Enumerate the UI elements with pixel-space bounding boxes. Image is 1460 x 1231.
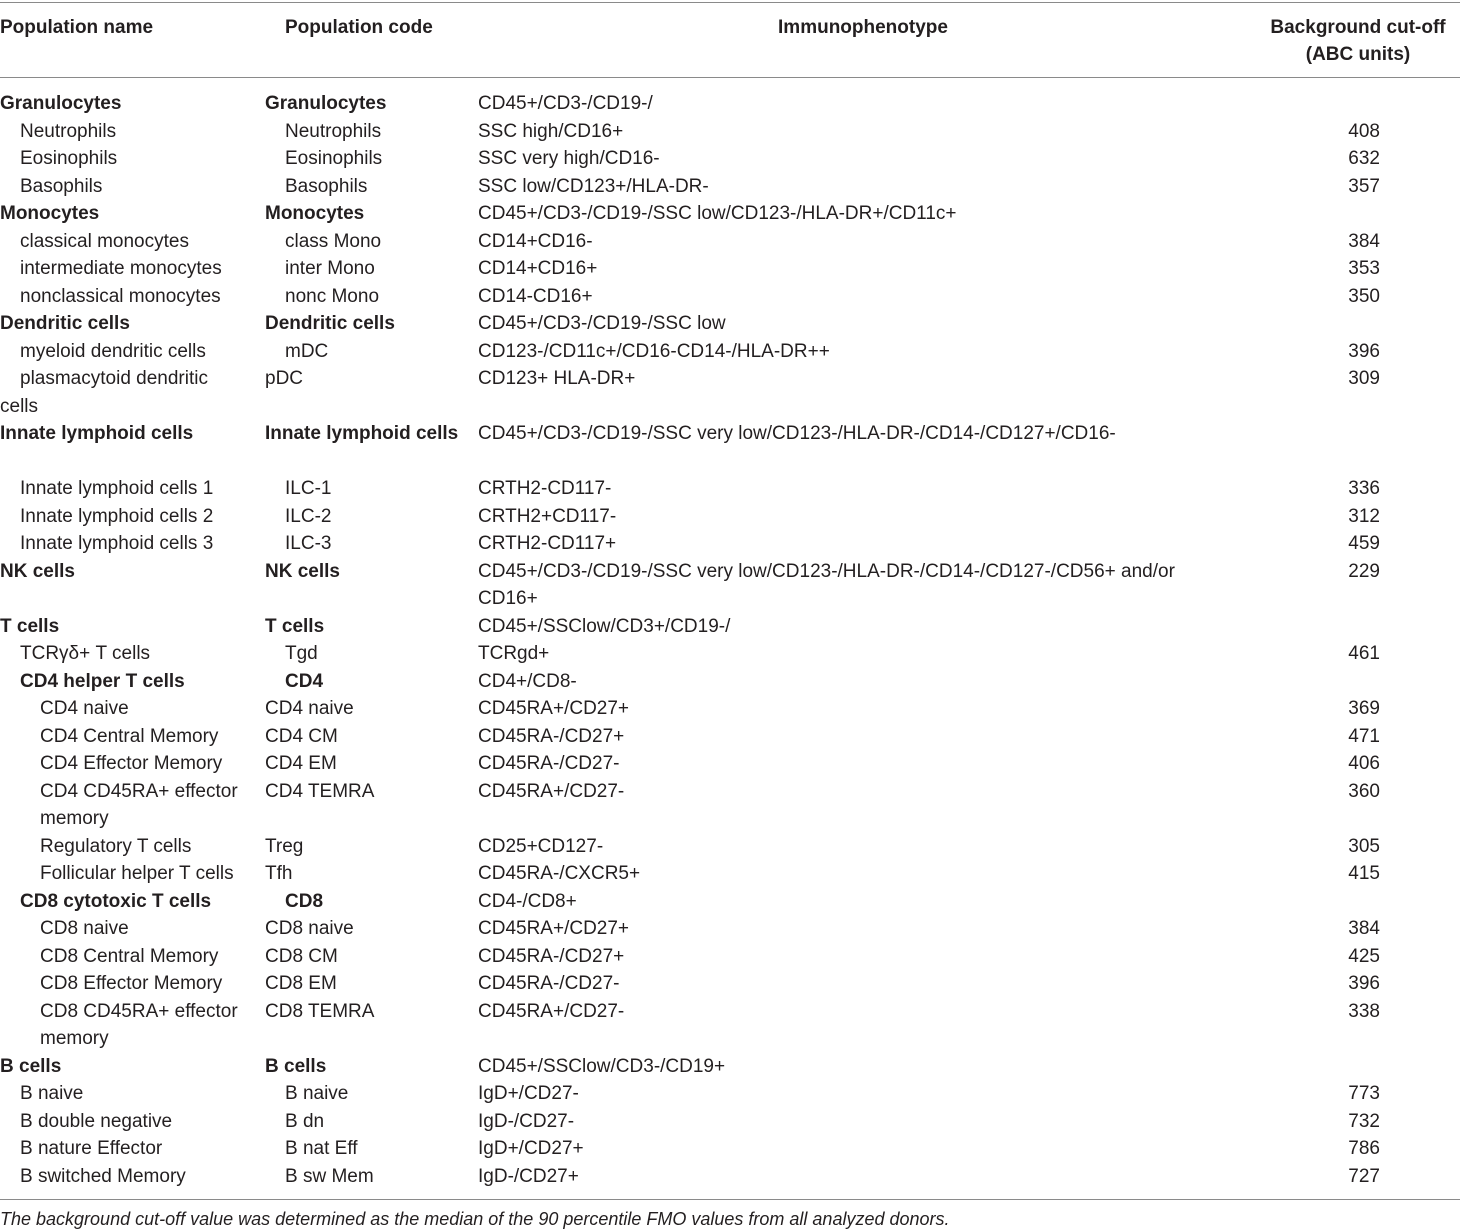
table-row [0, 255, 1460, 283]
cell-background-cutoff: 773 [1348, 1083, 1380, 1104]
cell-population-name: CD8 Central Memory [40, 945, 219, 967]
cell-population-name: CD4 naive [40, 698, 129, 719]
cell-population-code: Tfh [265, 863, 293, 884]
cell-population-code: Basophils [285, 175, 368, 197]
cell-immunophenotype: CD4-/CD8+ [478, 890, 577, 912]
table-row [0, 1080, 1460, 1108]
cell-population-name: CD8 cytotoxic T cells [20, 890, 212, 912]
cell-population-name: B switched Memory [20, 1165, 186, 1187]
header-population-code: Population code [285, 17, 433, 38]
cell-population-name: Regulatory T cells [40, 835, 192, 857]
cell-immunophenotype: CD45RA-/CD27+ [478, 945, 625, 967]
cell-immunophenotype: CD45RA+/CD27- [478, 1000, 625, 1022]
table-row [0, 723, 1460, 751]
cell-immunophenotype: CD45RA-/CD27+ [478, 725, 625, 747]
cell-immunophenotype: TCRgd+ [478, 643, 550, 664]
cell-population-name: B cells [0, 1055, 62, 1077]
cell-population-name: intermediate monocytes [20, 258, 222, 279]
cell-population-name: nonclassical monocytes [20, 285, 221, 307]
cell-population-code: NK cells [265, 560, 340, 582]
cell-population-name: CD4 Effector Memory [40, 753, 223, 774]
table-row [0, 365, 1460, 420]
cell-background-cutoff: 461 [1348, 643, 1380, 664]
cell-population-name: plasmacytoid dendritic cells [0, 368, 208, 417]
cell-population-code: CD4 naive [265, 698, 354, 719]
table-body [0, 90, 1460, 1190]
cell-background-cutoff: 229 [1348, 560, 1380, 582]
cell-population-name: classical monocytes [20, 230, 189, 252]
cell-background-cutoff: 384 [1348, 918, 1380, 939]
cell-population-name: B double negative [20, 1110, 173, 1132]
cell-immunophenotype: CD45RA+/CD27+ [478, 698, 630, 719]
cell-population-name: Neutrophils [20, 120, 117, 142]
cell-population-code: CD8 CM [265, 945, 338, 967]
table-bottom-rule [0, 1199, 1460, 1200]
cell-background-cutoff: 406 [1348, 753, 1380, 774]
cell-immunophenotype: SSC very high/CD16- [478, 148, 660, 169]
table-row [0, 888, 1460, 916]
table-row [0, 613, 1460, 641]
cell-population-code: B naive [285, 1083, 349, 1104]
cell-population-name: Innate lymphoid cells 1 [20, 478, 214, 499]
cell-population-name: Basophils [20, 175, 103, 197]
cell-population-code: CD4 CM [265, 725, 338, 747]
table-row [0, 943, 1460, 971]
header-background-cutoff [1258, 14, 1458, 68]
table-row [0, 833, 1460, 861]
cell-immunophenotype: CD45RA-/CXCR5+ [478, 863, 641, 884]
table-row [0, 915, 1460, 943]
cell-population-code: B nat Eff [285, 1138, 358, 1159]
cell-population-name: CD4 CD45RA+ effector memory [40, 780, 238, 829]
cell-immunophenotype: SSC high/CD16+ [478, 120, 624, 142]
cell-immunophenotype: SSC low/CD123+/HLA-DR- [478, 175, 709, 197]
cell-immunophenotype: IgD-/CD27+ [478, 1165, 579, 1187]
table-header [0, 14, 1460, 74]
table-row [0, 475, 1460, 503]
cell-background-cutoff: 353 [1348, 258, 1380, 279]
cell-background-cutoff: 305 [1348, 835, 1380, 857]
cell-immunophenotype: CRTH2-CD117+ [478, 533, 617, 554]
table-row [0, 860, 1460, 888]
table-row [0, 200, 1460, 228]
cell-population-code: T cells [265, 615, 325, 637]
cell-background-cutoff: 338 [1348, 1000, 1380, 1022]
cell-immunophenotype: CD25+CD127- [478, 835, 604, 857]
cell-immunophenotype: CD45+/SSClow/CD3+/CD19-/ [478, 615, 731, 637]
cell-population-code: nonc Mono [285, 285, 380, 307]
cell-background-cutoff: 336 [1348, 478, 1380, 499]
cell-population-code: ILC-1 [285, 478, 332, 499]
cell-background-cutoff: 727 [1348, 1165, 1380, 1187]
cell-immunophenotype: CD45RA-/CD27- [478, 973, 620, 994]
table-row [0, 90, 1460, 118]
cell-population-code: ILC-3 [285, 533, 332, 554]
cell-immunophenotype: IgD+/CD27+ [478, 1138, 584, 1159]
cell-population-code: Monocytes [265, 203, 365, 224]
cell-population-name: CD4 Central Memory [40, 725, 219, 747]
cell-population-name: Dendritic cells [0, 313, 130, 334]
cell-immunophenotype: CD4+/CD8- [478, 670, 577, 692]
cell-immunophenotype: CD14+CD16+ [478, 258, 598, 279]
cell-background-cutoff: 350 [1348, 285, 1380, 307]
cell-background-cutoff: 425 [1348, 945, 1380, 967]
cell-population-code: class Mono [285, 230, 382, 252]
table-row [0, 970, 1460, 998]
cell-background-cutoff: 415 [1348, 863, 1380, 884]
cell-population-name: Monocytes [0, 203, 100, 224]
table-row [0, 1108, 1460, 1136]
table-top-rule [0, 2, 1460, 3]
table-row [0, 228, 1460, 256]
cell-population-code: Eosinophils [285, 148, 383, 169]
table-row [0, 778, 1460, 833]
table-row [0, 118, 1460, 146]
cell-population-code: CD8 TEMRA [265, 1000, 375, 1022]
cell-population-name: Innate lymphoid cells [0, 423, 194, 444]
table-row [0, 503, 1460, 531]
cell-population-code: Tgd [285, 643, 318, 664]
cell-immunophenotype: CD45RA+/CD27+ [478, 918, 630, 939]
cell-immunophenotype: CD45RA-/CD27- [478, 753, 620, 774]
cell-population-name: Granulocytes [0, 93, 122, 114]
cell-population-name: B nature Effector [20, 1138, 163, 1159]
cell-population-code: CD4 TEMRA [265, 780, 375, 802]
cell-population-name: NK cells [0, 560, 75, 582]
cell-population-code: Innate lymphoid cells [265, 423, 459, 444]
cell-population-name: TCRγδ+ T cells [20, 643, 151, 664]
cell-population-name: CD8 naive [40, 918, 129, 939]
table-row [0, 1163, 1460, 1191]
cell-background-cutoff: 360 [1348, 780, 1380, 802]
cell-immunophenotype: CD45+/CD3-/CD19-/SSC low [478, 313, 726, 334]
cell-population-name: Eosinophils [20, 148, 118, 169]
cell-immunophenotype: CD45+/CD3-/CD19-/SSC low/CD123-/HLA-DR+/CD11c+ [478, 203, 957, 224]
cell-immunophenotype: CD45RA+/CD27- [478, 780, 625, 802]
table-row [0, 283, 1460, 311]
cell-population-name: T cells [0, 615, 60, 637]
cell-immunophenotype: CD45+/CD3-/CD19-/SSC very low/CD123-/HLA-DR-/CD14-/CD127-/CD56+ and/or CD16+ [478, 560, 1175, 609]
table-row [0, 310, 1460, 338]
cell-immunophenotype: CD14+CD16- [478, 230, 593, 252]
table-row [0, 173, 1460, 201]
cell-population-name: CD4 helper T cells [20, 670, 185, 692]
cell-population-code: CD8 EM [265, 973, 337, 994]
header-cutoff-line2: (ABC units) [1305, 44, 1411, 65]
cell-population-code: B sw Mem [285, 1165, 374, 1187]
table-row [0, 1053, 1460, 1081]
cell-background-cutoff: 396 [1348, 973, 1380, 994]
table-row [0, 695, 1460, 723]
cell-population-code: Treg [265, 835, 304, 857]
cell-population-code: Dendritic cells [265, 313, 395, 334]
cell-background-cutoff: 369 [1348, 698, 1380, 719]
table-row [0, 998, 1460, 1053]
table-row [0, 558, 1460, 613]
cell-population-code: mDC [285, 340, 329, 362]
cell-population-code: inter Mono [285, 258, 375, 279]
cell-immunophenotype: CRTH2-CD117- [478, 478, 612, 499]
table-row [0, 750, 1460, 778]
table-row [0, 1135, 1460, 1163]
cell-population-name: Innate lymphoid cells 3 [20, 533, 214, 554]
cell-background-cutoff: 471 [1348, 725, 1380, 747]
cell-population-code: Granulocytes [265, 93, 387, 114]
cell-immunophenotype: IgD-/CD27- [478, 1110, 575, 1132]
cell-population-code: CD4 EM [265, 753, 337, 774]
cell-population-code: Neutrophils [285, 120, 382, 142]
cell-background-cutoff: 408 [1348, 120, 1380, 142]
header-immunophenotype: Immunophenotype [778, 17, 948, 38]
cell-population-name: CD8 Effector Memory [40, 973, 223, 994]
table-row [0, 420, 1460, 475]
cell-immunophenotype: CD123-/CD11c+/CD16-CD14-/HLA-DR++ [478, 340, 830, 362]
header-cutoff-line1: Background cut-off [1270, 17, 1446, 38]
header-population-name: Population name [0, 17, 154, 38]
cell-immunophenotype: CD14-CD16+ [478, 285, 593, 307]
cell-background-cutoff: 312 [1348, 505, 1380, 527]
cell-population-code: CD4 [285, 670, 324, 692]
cell-background-cutoff: 732 [1348, 1110, 1380, 1132]
cell-background-cutoff: 396 [1348, 340, 1380, 362]
cell-background-cutoff: 357 [1348, 175, 1380, 197]
cell-immunophenotype: CD123+ HLA-DR+ [478, 368, 636, 389]
cell-background-cutoff: 786 [1348, 1138, 1380, 1159]
cell-immunophenotype: IgD+/CD27- [478, 1083, 579, 1104]
table-row [0, 640, 1460, 668]
cell-population-name: myeloid dendritic cells [20, 340, 206, 362]
cell-immunophenotype: CD45+/CD3-/CD19-/SSC very low/CD123-/HLA-DR-/CD14-/CD127+/CD16- [478, 423, 1116, 444]
table-footnote: The background cut-off value was determined as the median of the 90 percentile FMO values from all analyzed donors. [0, 1209, 950, 1229]
cell-immunophenotype: CD45+/SSClow/CD3-/CD19+ [478, 1055, 726, 1077]
table-header-rule [0, 77, 1460, 78]
cell-background-cutoff: 632 [1348, 148, 1380, 169]
cell-population-code: pDC [265, 368, 304, 389]
table-row [0, 668, 1460, 696]
table-row [0, 145, 1460, 173]
cell-background-cutoff: 309 [1348, 368, 1380, 389]
cell-population-name: B naive [20, 1083, 84, 1104]
cell-background-cutoff: 459 [1348, 533, 1380, 554]
table-row [0, 338, 1460, 366]
cell-population-code: CD8 [285, 890, 324, 912]
cell-immunophenotype: CD45+/CD3-/CD19-/ [478, 93, 653, 114]
cell-population-code: ILC-2 [285, 505, 332, 527]
cell-population-name: Innate lymphoid cells 2 [20, 505, 214, 527]
cell-background-cutoff: 384 [1348, 230, 1380, 252]
cell-population-code: CD8 naive [265, 918, 354, 939]
cell-population-name: Follicular helper T cells [40, 863, 234, 884]
cell-population-name: CD8 CD45RA+ effector memory [40, 1000, 238, 1049]
cell-population-code: B dn [285, 1110, 325, 1132]
cell-immunophenotype: CRTH2+CD117- [478, 505, 617, 527]
table-row [0, 530, 1460, 558]
cell-population-code: B cells [265, 1055, 327, 1077]
